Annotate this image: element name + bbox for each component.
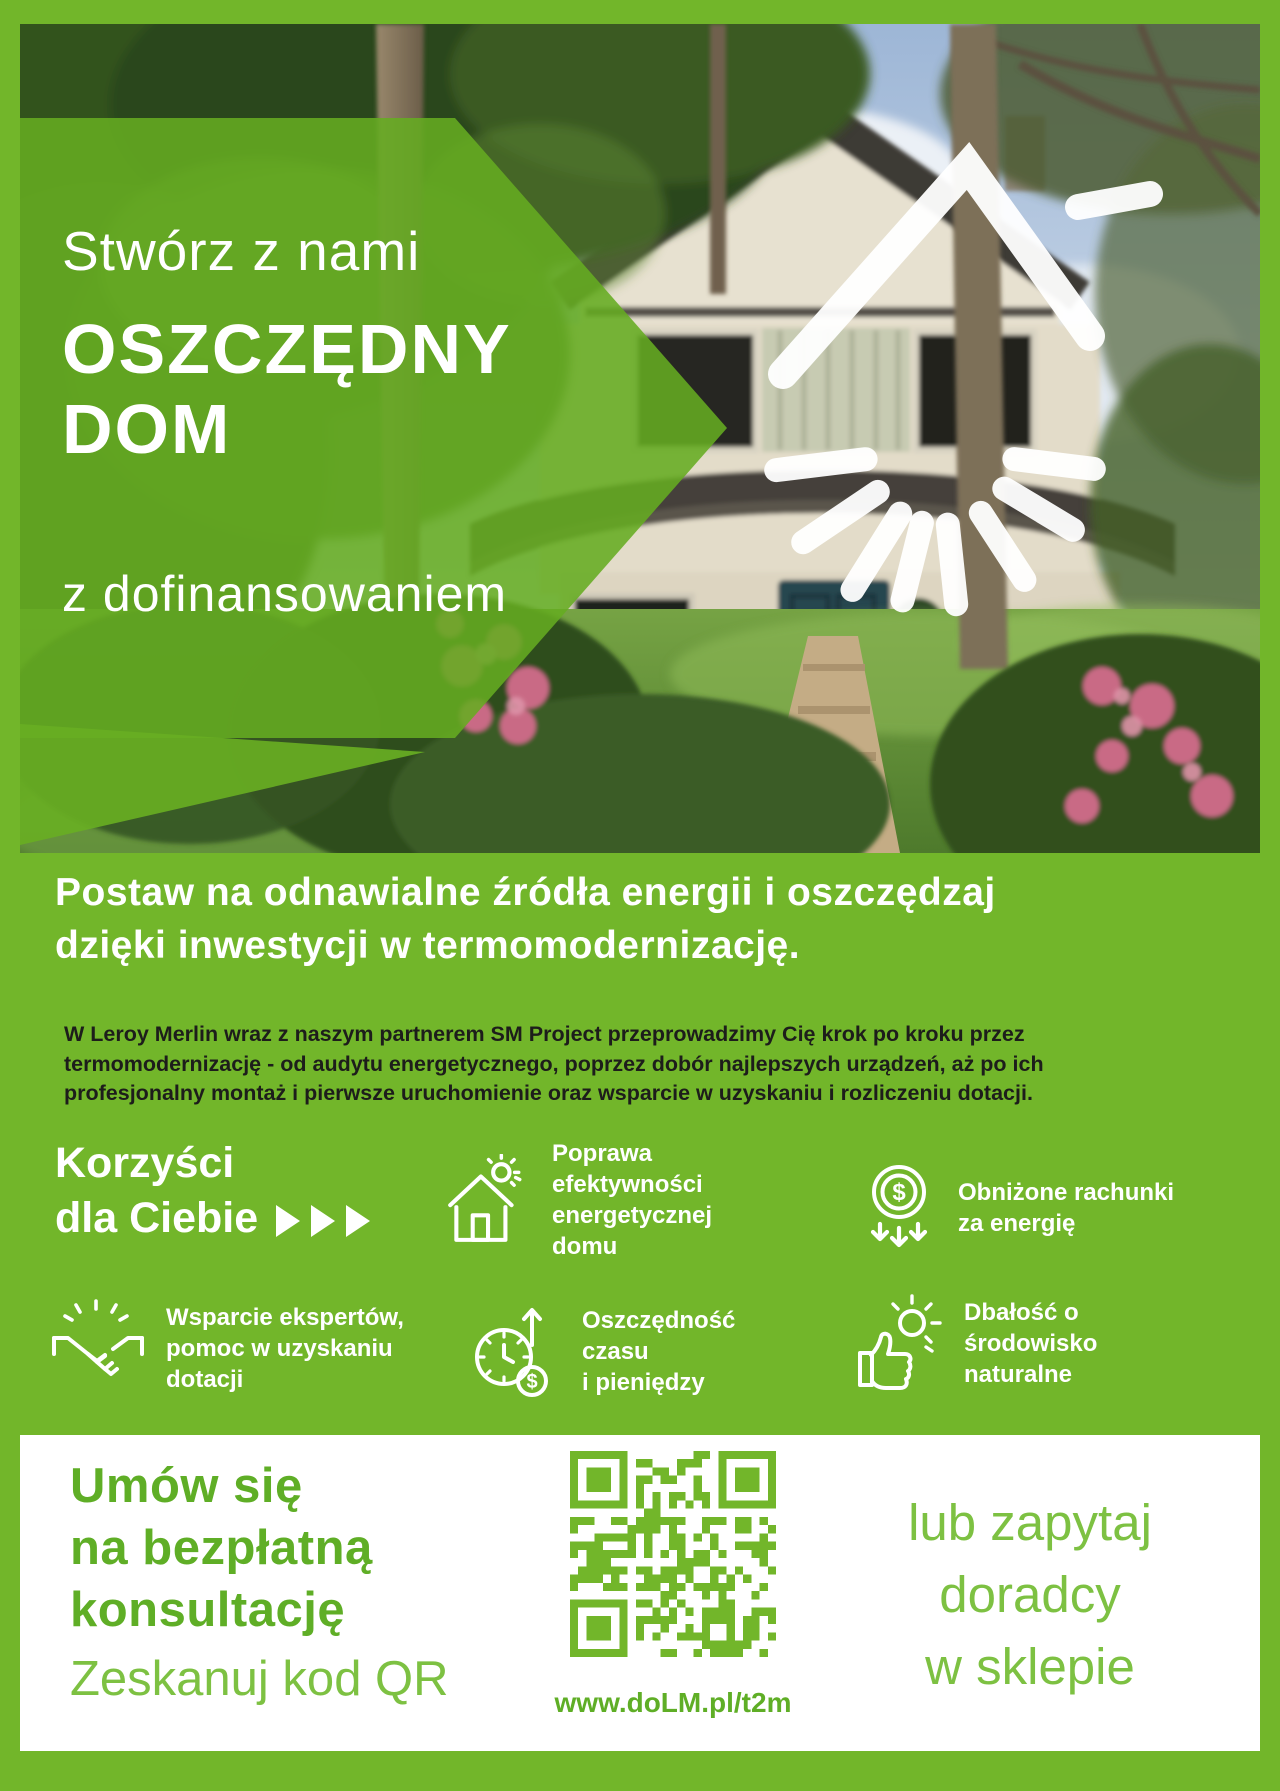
thumb-eco-icon [852,1293,944,1393]
intro-heading-line2: dzięki inwestycji w termomodernizację. [55,924,801,967]
benefit-house-energy [440,1140,770,1260]
benefit-text-line: pomoc w uzyskaniu [166,1334,393,1362]
cta-aside-line1: lub zapytaj [908,1494,1152,1551]
cta-title-line1: Umów się [70,1459,303,1513]
benefits-heading-line1: Korzyści [55,1139,235,1187]
benefit-text-line: energetycznej domu [552,1202,713,1260]
benefits-heading [55,1136,370,1246]
qr-code [570,1451,776,1657]
clock-money-icon [466,1299,562,1403]
intro-body [64,1020,1044,1109]
benefit-text-line: dotacji [166,1365,244,1393]
cta-url: www.doLM.pl/t2m [554,1687,792,1718]
hero-title [62,309,512,469]
benefit-text-line: Oszczędność czasu [582,1306,736,1365]
benefit-text-line: Poprawa efektywności [552,1140,703,1198]
benefit-text-line: Dbałość o środowisko [964,1298,1098,1357]
cta-title-line2: na bezpłatną [70,1521,373,1575]
handshake-icon [50,1296,146,1400]
benefit-expert-support [50,1283,410,1413]
intro-body-line2: termomodernizację - od audytu energetycznego, poprzez dobór najlepszych urządzeń, aż po ich [64,1051,1044,1076]
intro-body-line1: W Leroy Merlin wraz z naszym partnerem SM Project przeprowadzimy Cię krok po kroku przez [64,1022,1025,1046]
benefit-text-line: i pieniędzy [582,1368,705,1396]
benefit-text-line: Wsparcie ekspertów, [166,1303,404,1331]
hero-photo [20,24,1260,853]
cta-aside [810,1487,1250,1703]
coin-savings-icon [860,1162,938,1254]
benefit-text-line: za energię [958,1210,1076,1237]
hero-subtitle: z dofinansowaniem [62,566,508,622]
hero-kicker: Stwórz z nami [62,220,421,282]
intro-heading-line1: Postaw na odnawialne źródła energii i oszczędzaj [55,871,996,914]
svg-text:$: $ [892,1179,906,1206]
hero-text-block [62,219,512,623]
hero-title-line2: DOM [62,390,232,468]
benefit-text-line: Obniżone rachunki [958,1179,1175,1206]
cta-card [20,1435,1260,1751]
cta-scan-label: Zeskanuj kod QR [70,1652,449,1706]
cta-aside-line2: doradcy [939,1566,1121,1623]
house-energy-icon [440,1154,532,1246]
intro-body-line3: profesjonalny montaż i pierwsze uruchomienie oraz wsparcie w uzyskaniu i rozliczeniu dotacji. [64,1081,1033,1105]
svg-text:$: $ [526,1371,538,1393]
intro-heading [55,866,996,972]
benefit-text-line: naturalne [964,1360,1073,1388]
benefit-lower-bills [860,1158,1190,1258]
cta-title [70,1455,373,1641]
triple-arrow-icon [276,1205,370,1237]
hero-title-line1: OSZCZĘDNY [62,310,512,388]
cta-title-line3: konsultację [70,1583,346,1637]
cta-aside-line3: w sklepie [925,1638,1135,1695]
benefit-time-money [466,1296,796,1406]
benefit-environment [852,1288,1192,1398]
benefits-heading-line2: dla Ciebie [55,1194,259,1242]
